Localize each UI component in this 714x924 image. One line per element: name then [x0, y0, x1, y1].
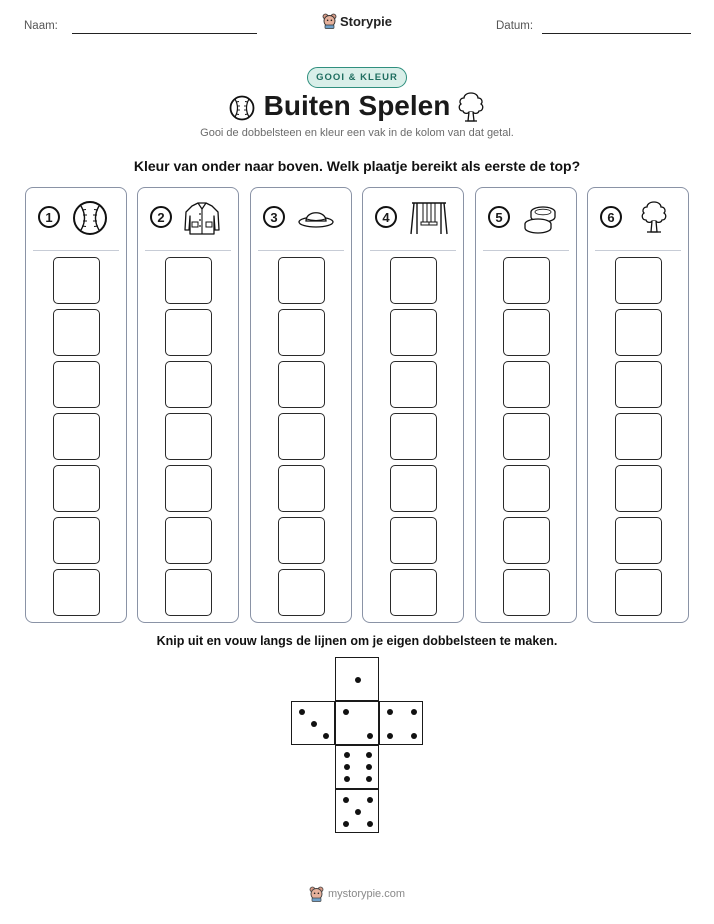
color-cell[interactable]: [390, 569, 437, 616]
pip: [343, 797, 349, 803]
color-cell[interactable]: [615, 361, 662, 408]
sun-hat-icon: [297, 200, 337, 236]
column-divider: [33, 250, 119, 251]
color-cell[interactable]: [53, 569, 100, 616]
color-cell[interactable]: [53, 309, 100, 356]
color-cell[interactable]: [278, 361, 325, 408]
pip: [344, 776, 350, 782]
pip: [355, 809, 361, 815]
storypie-logo-icon: [309, 886, 324, 902]
column-4: [362, 187, 464, 623]
category-badge: GOOI & KLEUR: [307, 67, 407, 88]
swing-icon: [409, 200, 449, 236]
pip: [344, 764, 350, 770]
dice-face-3: [291, 701, 335, 745]
color-cell[interactable]: [615, 257, 662, 304]
color-cell[interactable]: [165, 517, 212, 564]
column-2: [137, 187, 239, 623]
baseball-icon: [72, 200, 112, 236]
color-cell[interactable]: [503, 569, 550, 616]
number-circle: 2: [150, 206, 172, 228]
color-cell[interactable]: [165, 413, 212, 460]
color-cell[interactable]: [390, 309, 437, 356]
dice-face-2: [335, 701, 379, 745]
pip: [387, 709, 393, 715]
pip: [366, 752, 372, 758]
pip: [411, 733, 417, 739]
pip: [311, 721, 317, 727]
pip: [323, 733, 329, 739]
pip: [366, 776, 372, 782]
column-divider: [258, 250, 344, 251]
dice-face-6: [335, 745, 379, 789]
name-label: Naam:: [24, 20, 58, 32]
number-circle: 5: [488, 206, 510, 228]
column-1: [25, 187, 127, 623]
column-divider: [483, 250, 569, 251]
color-cell[interactable]: [278, 517, 325, 564]
pip: [355, 677, 361, 683]
color-cell[interactable]: [278, 413, 325, 460]
number-circle: 4: [375, 206, 397, 228]
color-cell[interactable]: [53, 361, 100, 408]
color-cell[interactable]: [503, 257, 550, 304]
color-cell[interactable]: [53, 517, 100, 564]
dice-face-1: [335, 657, 379, 701]
dice-instruction: Knip uit en vouw langs de lijnen om je eigen dobbelsteen te maken.: [156, 634, 558, 648]
pip: [367, 733, 373, 739]
color-cell[interactable]: [615, 517, 662, 564]
color-cell[interactable]: [503, 413, 550, 460]
tree-icon: [634, 200, 674, 236]
pip: [343, 709, 349, 715]
color-cell[interactable]: [503, 309, 550, 356]
page-title: Buiten Spelen: [263, 90, 451, 121]
date-label: Datum:: [496, 20, 534, 32]
column-divider: [370, 250, 456, 251]
color-cell[interactable]: [53, 465, 100, 512]
pip: [367, 797, 373, 803]
color-cell[interactable]: [503, 517, 550, 564]
color-cell[interactable]: [390, 517, 437, 564]
column-5: [475, 187, 577, 623]
color-cell[interactable]: [615, 309, 662, 356]
color-cell[interactable]: [390, 257, 437, 304]
color-cell[interactable]: [615, 569, 662, 616]
color-cell[interactable]: [390, 465, 437, 512]
subtitle: Gooi de dobbelsteen en kleur een vak in de kolom van dat getal.: [200, 127, 514, 139]
color-cell[interactable]: [53, 413, 100, 460]
color-cell[interactable]: [390, 413, 437, 460]
coat-icon: [184, 200, 224, 236]
column-6: [587, 187, 689, 623]
pip: [411, 709, 417, 715]
color-cell[interactable]: [165, 309, 212, 356]
footer: [0, 886, 714, 907]
column-3: [250, 187, 352, 623]
color-cell[interactable]: [165, 257, 212, 304]
pip: [367, 821, 373, 827]
color-cell[interactable]: [53, 257, 100, 304]
color-cell[interactable]: [503, 465, 550, 512]
number-circle: 6: [600, 206, 622, 228]
tree-icon: [456, 90, 486, 124]
dice-face-4: [379, 701, 423, 745]
dice-face-5: [335, 789, 379, 833]
color-cell[interactable]: [165, 465, 212, 512]
storypie-logo-icon: [322, 13, 337, 29]
number-circle: 1: [38, 206, 60, 228]
pip: [344, 752, 350, 758]
color-cell[interactable]: [165, 361, 212, 408]
color-cell[interactable]: [278, 309, 325, 356]
footer-url[interactable]: mystorypie.com: [327, 888, 406, 900]
pip: [366, 764, 372, 770]
color-cell[interactable]: [278, 465, 325, 512]
color-cell[interactable]: [503, 361, 550, 408]
color-cell[interactable]: [278, 257, 325, 304]
column-divider: [145, 250, 231, 251]
color-cell[interactable]: [390, 361, 437, 408]
color-cell[interactable]: [278, 569, 325, 616]
color-cell[interactable]: [165, 569, 212, 616]
column-divider: [595, 250, 681, 251]
color-cell[interactable]: [615, 413, 662, 460]
pip: [387, 733, 393, 739]
instruction: Kleur van onder naar boven. Welk plaatje bereikt als eerste de top?: [133, 158, 581, 174]
number-circle: 3: [263, 206, 285, 228]
brand: [0, 13, 714, 34]
pip: [299, 709, 305, 715]
brand-name: Storypie: [339, 13, 392, 29]
sunscreen-jar-icon: [522, 200, 562, 236]
color-cell[interactable]: [615, 465, 662, 512]
pip: [343, 821, 349, 827]
